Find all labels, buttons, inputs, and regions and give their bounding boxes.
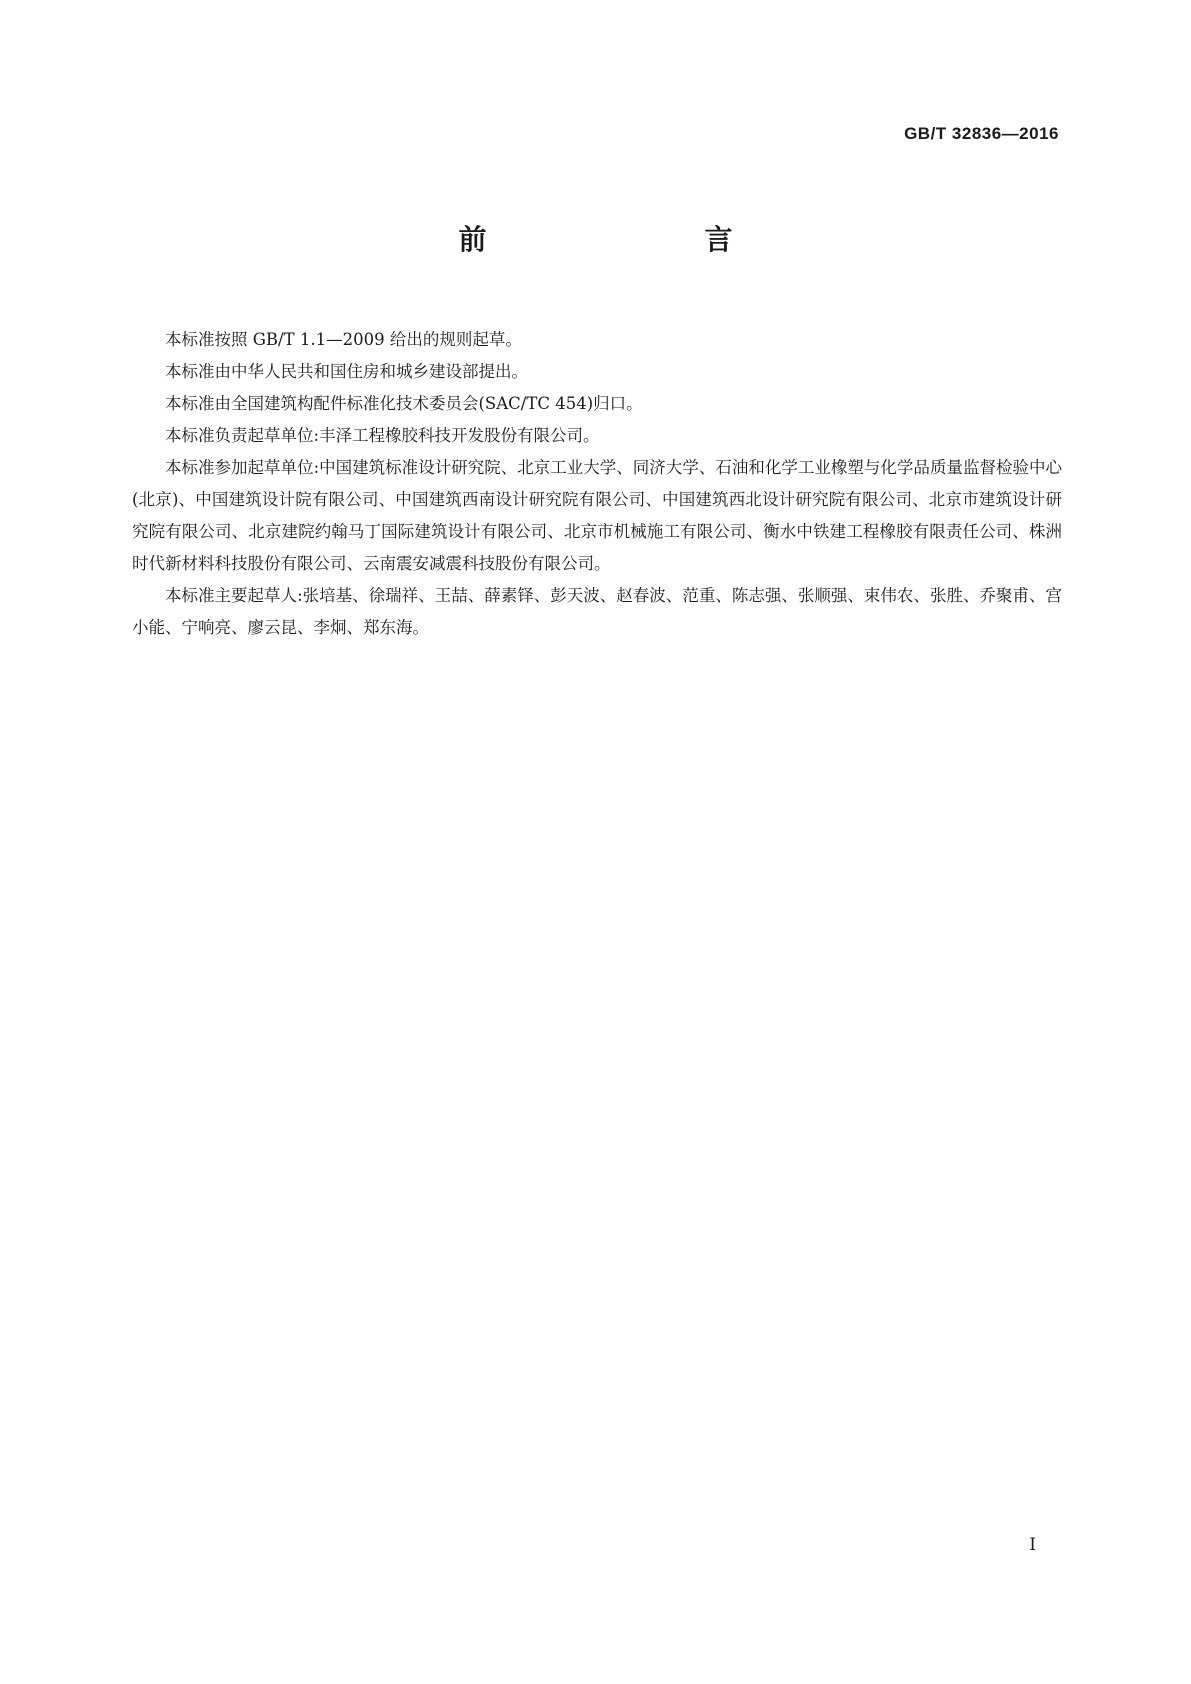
- foreword-body: [132, 324, 1062, 644]
- page-title: 前 言: [458, 223, 787, 256]
- page-number: I: [1029, 1535, 1036, 1555]
- paragraph-drafting-rules: 本标准按照 GB/T 1.1—2009 给出的规则起草。: [165, 330, 522, 349]
- paragraph-administered-by: 本标准由全国建筑构配件标准化技术委员会(SAC/TC 454)归口。: [165, 394, 643, 413]
- paragraph-participating-units: 本标准参加起草单位:中国建筑标准设计研究院、北京工业大学、同济大学、石油和化学工业橡塑与化学品质量监督检验中心(北京)、中国建筑设计院有限公司、中国建筑西南设计研究院有限公司、中国建筑西北设计研究院有限公司、北京市建筑设计研究院有限公司、北京建院约翰马丁国际建筑设计有限公司、北京市机械施工有限公司、衡水中铁建工程橡胶有限责任公司、株洲时代新材料科技股份有限公司、云南震安减震科技股份有限公司。: [132, 458, 1062, 573]
- paragraph-lead-drafter: 本标准负责起草单位:丰泽工程橡胶科技开发股份有限公司。: [165, 426, 600, 445]
- paragraph-main-drafters: 本标准主要起草人:张培基、徐瑞祥、王喆、薛素铎、彭天波、赵春波、范重、陈志强、张顺强、束伟农、张胜、乔聚甫、宫小能、宁响亮、廖云昆、李炯、郑东海。: [132, 586, 1062, 637]
- paragraph-proposed-by: 本标准由中华人民共和国住房和城乡建设部提出。: [165, 362, 528, 381]
- standard-code: GB/T 32836—2016: [904, 124, 1059, 143]
